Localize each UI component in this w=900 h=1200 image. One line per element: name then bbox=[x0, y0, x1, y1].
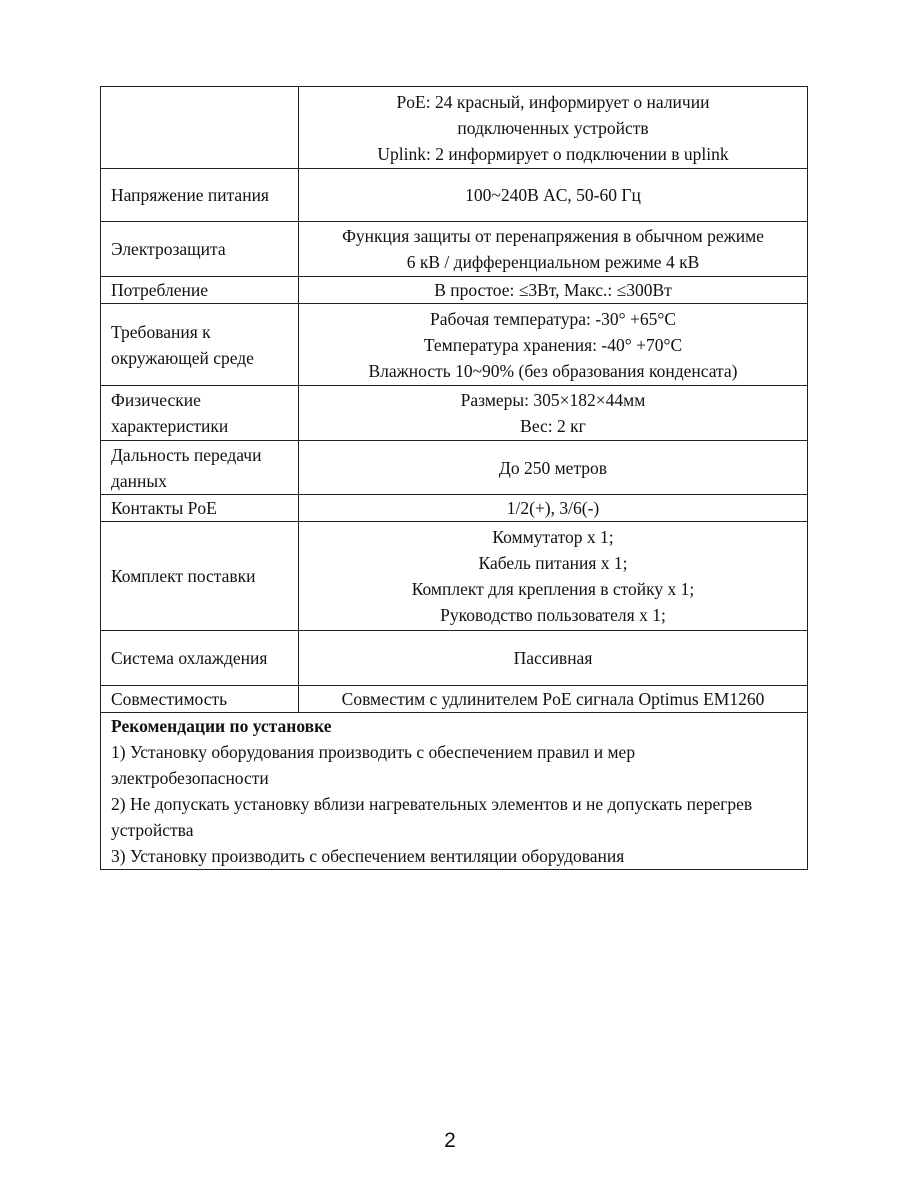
value-line: 100~240В AC, 50-60 Гц bbox=[465, 185, 641, 205]
row-value bbox=[299, 386, 808, 441]
row-value bbox=[299, 441, 808, 495]
recommendation-item: 2) Не допускать установку вблизи нагревательных элементов и не допускать перегрев устройства bbox=[111, 794, 753, 840]
row-value bbox=[299, 304, 808, 386]
row-value bbox=[299, 169, 808, 222]
table-row bbox=[101, 87, 808, 169]
value-line: В простое: ≤3Вт, Макс.: ≤300Вт bbox=[434, 280, 672, 300]
page-number: 2 bbox=[444, 1129, 456, 1152]
row-value bbox=[299, 686, 808, 713]
value-line: Кабель питания х 1; bbox=[478, 553, 628, 573]
value-line: Руководство пользователя х 1; bbox=[440, 605, 666, 625]
row-label: Требования к окружающей среде bbox=[101, 304, 299, 386]
row-label: Дальность передачи данных bbox=[101, 441, 299, 495]
value-line: Совместим с удлинителем PoE сигнала Optimus EM1260 bbox=[341, 689, 765, 709]
value-line: 6 кВ / дифференциальном режиме 4 кВ bbox=[406, 252, 700, 272]
row-value bbox=[299, 522, 808, 631]
table-row bbox=[101, 441, 808, 495]
row-value bbox=[299, 277, 808, 304]
table-row bbox=[101, 169, 808, 222]
value-line: Комплект для крепления в стойку х 1; bbox=[411, 579, 695, 599]
table-row bbox=[101, 222, 808, 277]
table-row bbox=[101, 631, 808, 686]
value-line: Влажность 10~90% (без образования конденсата) bbox=[368, 360, 738, 381]
table-row bbox=[101, 686, 808, 713]
table-row bbox=[101, 522, 808, 631]
row-label: Напряжение питания bbox=[101, 169, 299, 222]
row-label: Контакты PoE bbox=[101, 495, 299, 522]
row-label: Система охлаждения bbox=[101, 631, 299, 686]
table-row bbox=[101, 304, 808, 386]
value-line: Вес: 2 кг bbox=[520, 416, 586, 436]
recommendations-row bbox=[101, 713, 808, 870]
row-label: Электрозащита bbox=[101, 222, 299, 277]
row-label: Физические характеристики bbox=[101, 386, 299, 441]
table-row bbox=[101, 495, 808, 522]
value-line: Коммутатор х 1; bbox=[492, 527, 614, 547]
row-label: Потребление bbox=[101, 277, 299, 304]
value-line: Температура хранения: -40° +70°С bbox=[423, 334, 683, 355]
value-line: Размеры: 305×182×44мм bbox=[460, 390, 646, 410]
value-line: 1/2(+), 3/6(-) bbox=[506, 498, 600, 518]
value-line: Функция защиты от перенапряжения в обычном режиме bbox=[342, 226, 764, 246]
value-line: До 250 метров bbox=[498, 457, 608, 478]
value-line: подключенных устройств bbox=[457, 117, 649, 138]
recommendation-item: 3) Установку производить с обеспечением вентиляции оборудования bbox=[111, 846, 625, 866]
row-value bbox=[299, 87, 808, 169]
row-label: Комплект поставки bbox=[101, 522, 299, 631]
recommendation-item: 1) Установку оборудования производить с обеспечением правил и мер электробезопасности bbox=[111, 742, 636, 788]
table-row bbox=[101, 277, 808, 304]
row-value bbox=[299, 631, 808, 686]
row-label bbox=[101, 87, 299, 169]
row-value bbox=[299, 222, 808, 277]
value-line: PoE: 24 красный, информирует о наличии bbox=[396, 91, 710, 112]
value-line: Uplink: 2 информирует о подключении в uplink bbox=[377, 143, 729, 164]
recommendations-block bbox=[101, 713, 808, 870]
spec-table bbox=[100, 86, 808, 870]
value-line: Рабочая температура: -30° +65°С bbox=[429, 308, 677, 329]
table-row bbox=[101, 386, 808, 441]
value-line: Пассивная bbox=[513, 648, 593, 668]
row-value bbox=[299, 495, 808, 522]
row-label: Совместимость bbox=[101, 686, 299, 713]
recommendations-title: Рекомендации по установке bbox=[111, 716, 332, 736]
